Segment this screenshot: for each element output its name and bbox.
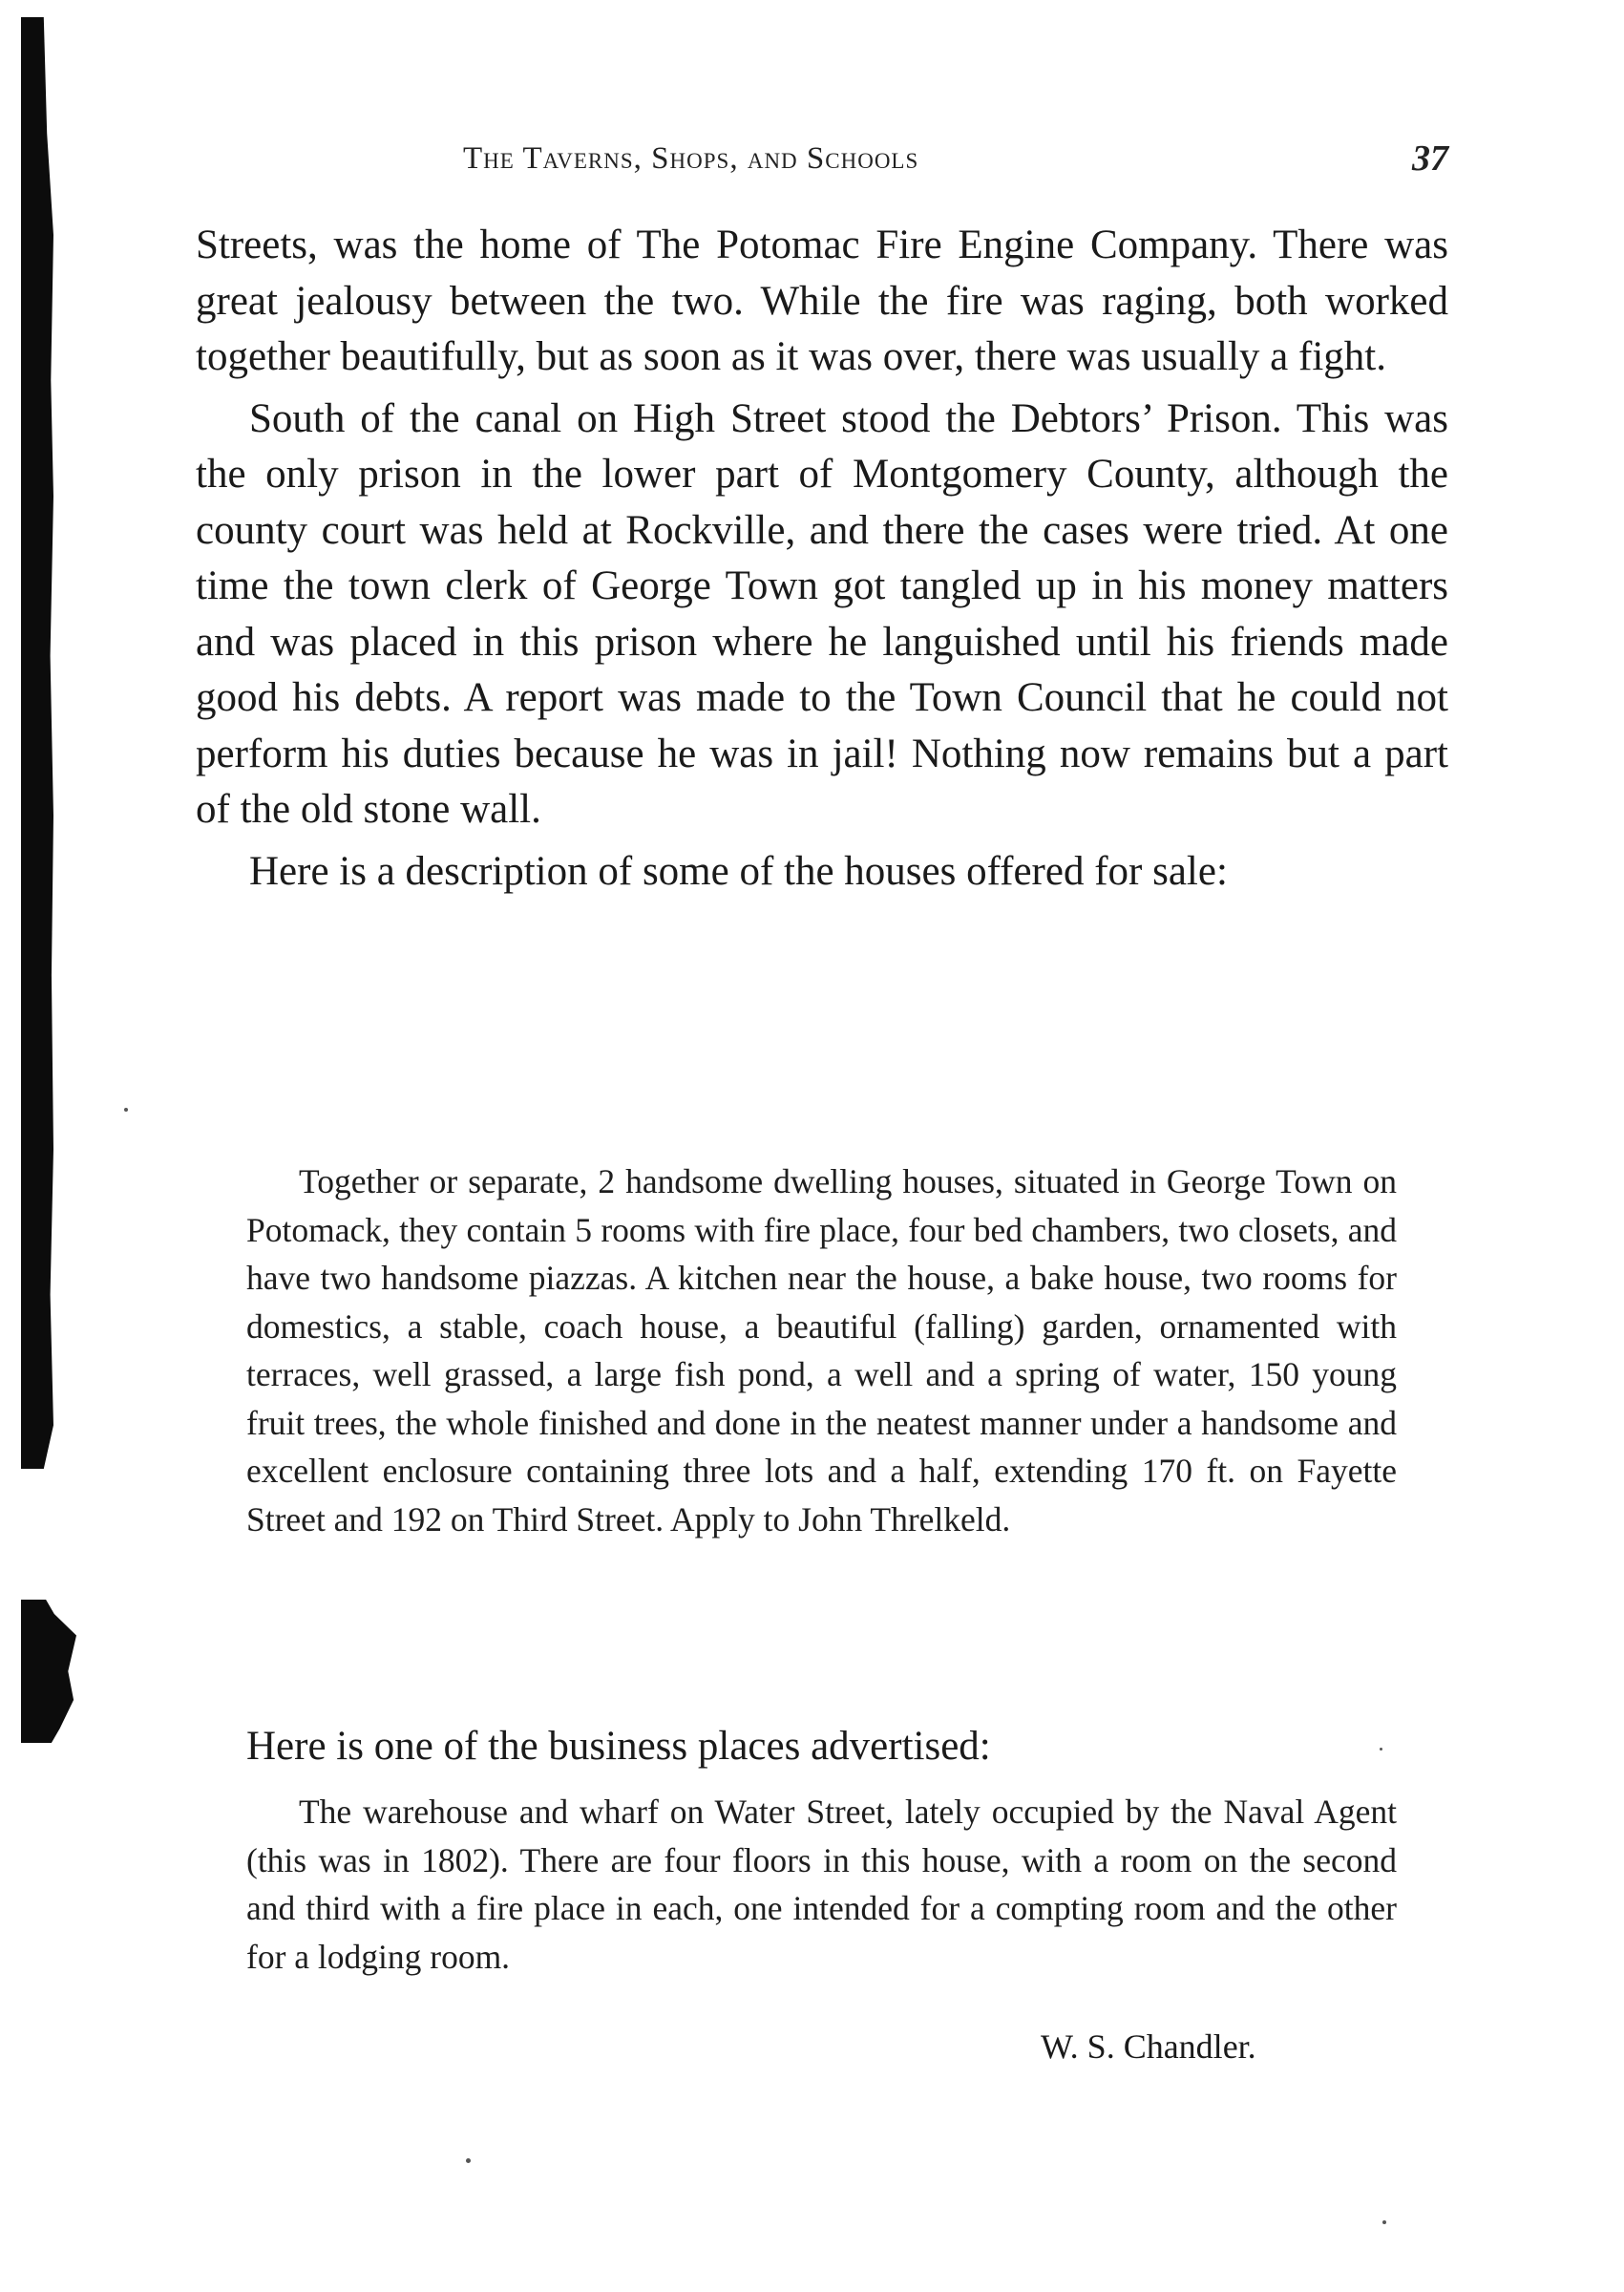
quote-business-text: The warehouse and wharf on Water Street, lately occupied by the Naval Agent (this was in 1802). There are four floors in this house, with a room on the second and third with a fire place in each, one intended for a compting room and the other for a lodging room. <box>246 1793 1397 1976</box>
scan-binding-shadow-bottom <box>21 1600 76 1743</box>
main-text <box>196 218 1448 905</box>
running-head: The Taverns, Shops, and Schools <box>463 141 919 176</box>
quote-business-place <box>246 1788 1397 1981</box>
page-number: 37 <box>1412 138 1448 179</box>
paragraph-debtors-prison: South of the canal on High Street stood the Debtors’ Prison. This was the only prison in the lower part of Montgomery County, although the county court was held at Rockville, and there the cases were tried. At one time the town clerk of George Town got tangled up in his money matters and was placed in this prison where he languished until his friends made good his debts. A report was made to the Town Council that he could not perform his duties because he was in jail! Nothing now remains but a part of the old stone wall. <box>196 395 1448 832</box>
paragraph-business-intro: Here is one of the business places advertised: <box>246 1724 991 1769</box>
paragraph-houses-intro: Here is a description of some of the houses offered for sale: <box>249 848 1228 894</box>
author-signature: W. S. Chandler. <box>1041 2027 1256 2066</box>
scan-speck <box>1380 1748 1382 1751</box>
scan-speck <box>466 2158 471 2163</box>
scan-speck <box>124 1108 128 1112</box>
scan-binding-shadow-top <box>21 17 53 1469</box>
quote-houses-text: Together or separate, 2 handsome dwelling houses, situated in George Town on Potomack, they contain 5 rooms with fire place, four bed chambers, two closets, and have two handsome piazzas. A kitchen near the house, a bake house, two rooms for domestics, a stable, coach house, a beautiful (falling) garden, ornamented with terraces, well grassed, a large fish pond, a well and a spring of water, 150 young fruit trees, the whole finished and done in the neatest manner under a handsome and excellent enclosure containing three lots and a half, extending 170 ft. on Fayette Street and 192 on Third Street. Apply to John Threlkeld. <box>246 1162 1397 1539</box>
scan-speck <box>1382 2220 1386 2224</box>
paragraph-fire-company: Streets, was the home of The Potomac Fire Engine Company. There was great jealousy between the two. While the fire was raging, both worked together beautifully, but as soon as it was over, there was usually a fight. <box>196 223 1448 379</box>
page-header <box>196 138 1448 189</box>
quote-houses-for-sale <box>246 1157 1397 1543</box>
